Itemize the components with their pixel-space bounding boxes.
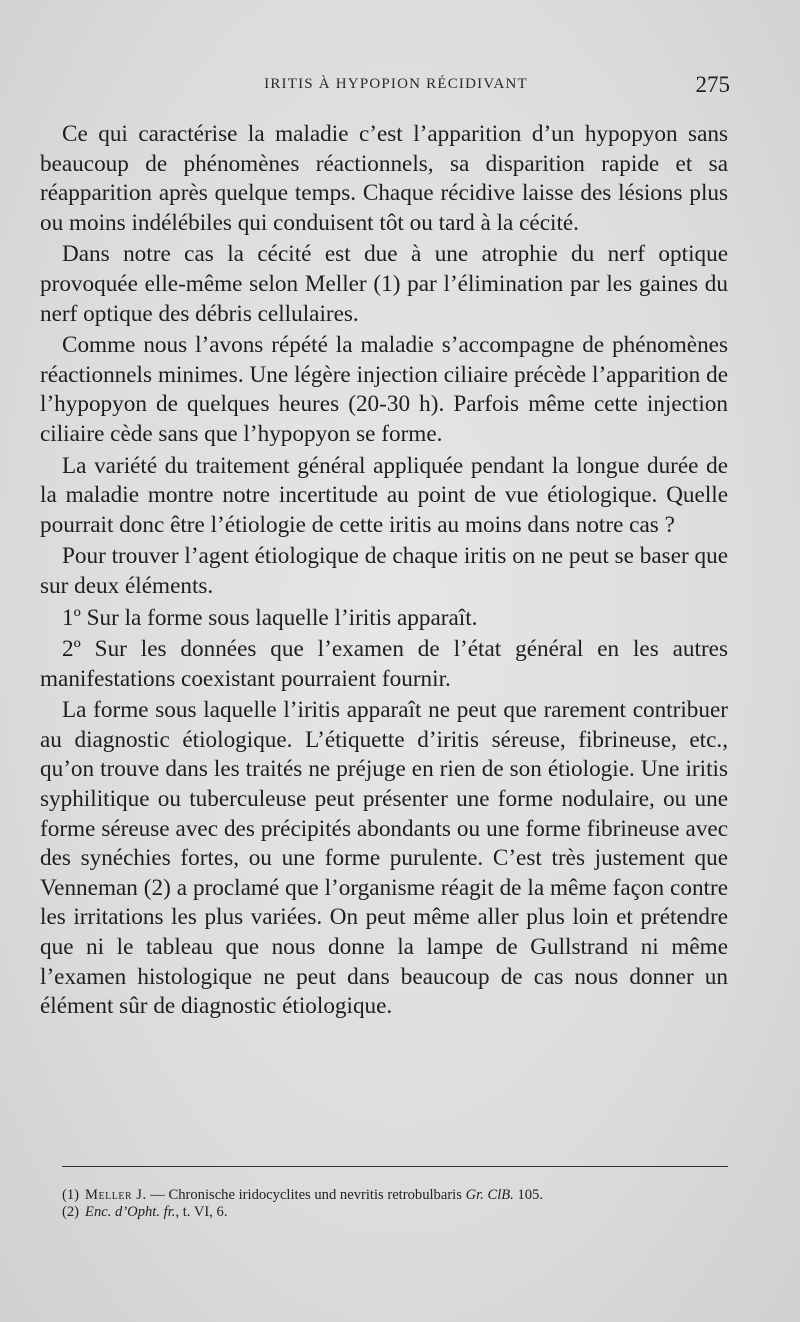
paragraph: Dans notre cas la cécité est due à une atrophie du nerf optique provoquée elle-même selon Meller (1) par l’élimination par les gaines du nerf optique des débris cellulaires.	[40, 241, 728, 327]
footnote-tail: , t. VI, 6.	[175, 1204, 228, 1220]
body-text	[40, 120, 728, 1024]
footnote-source: Enc. d’Opht. fr.	[85, 1204, 176, 1220]
footnote	[62, 1204, 728, 1221]
footnote-number: (1)	[62, 1187, 80, 1203]
paragraph: La variété du traitement général appliquée pendant la longue durée de la maladie montre notre incertitude au point de vue étiologique. Quelle pourrait donc être l’étiologie de cette iritis au moins dans notre cas ?	[40, 452, 728, 538]
paragraph: Ce qui caractérise la maladie c’est l’apparition d’un hypopyon sans beaucoup de phénomènes réactionnels, sa disparition rapide et sa réapparition après quelque temps. Chaque récidive laisse des lésions plus ou moins indélébiles qui conduisent tôt ou tard à la cécité.	[40, 121, 728, 236]
paragraph: Comme nous l’avons répété la maladie s’accompagne de phénomènes réactionnels minimes. Une légère injection ciliaire précède l’apparition de l’hypopyon de quelques heures (20-30 h). Parfois même cette injection ciliaire cède sans que l’hypopyon se forme.	[40, 332, 728, 447]
footnote-source: Gr. ClB.	[465, 1187, 514, 1203]
paragraph: La forme sous laquelle l’iritis apparaît ne peut que rarement contribuer au diagnostic étiologique. L’étiquette d’iritis séreuse, fibrineuse, etc., qu’on trouve dans les traités ne préjuge en rien de son étiologie. Une iritis syphilitique ou tuberculeuse peut présenter une forme nodulaire, ou une forme séreuse avec des précipités abondants ou une forme fibrineuse avec des synéchies fortes, ou une forme purulente. C’est très justement que Venneman (2) a proclamé que l’organisme réagit de la même façon contre les irritations les plus variées. On peut même aller plus loin et prétendre que ni le tableau que nous donne la lampe de Gullstrand ni même l’examen histologique ne peut dans beaucoup de cas nous donner un élément sûr de diagnostic étiologique.	[40, 697, 728, 1020]
footnote-tail: 105.	[513, 1187, 543, 1203]
footnote-author: Meller J.	[85, 1187, 147, 1203]
paragraph: Pour trouver l’agent étiologique de chaque iritis on ne peut se baser que sur deux éléments.	[40, 543, 728, 599]
footnote-text: — Chronische iridocyclites und nevritis retrobulbaris	[146, 1187, 466, 1203]
footnote	[62, 1187, 728, 1204]
page-number: 275	[695, 72, 730, 97]
running-title: IRITIS À HYPOPION RÉCIDIVANT	[264, 76, 528, 92]
footnote-number: (2)	[62, 1204, 80, 1220]
paragraph: 2º Sur les données que l’examen de l’état général en les autres manifestations coexistant pourraient fournir.	[40, 636, 728, 692]
page-header	[62, 72, 730, 104]
paragraph: 1º Sur la forme sous laquelle l’iritis apparaît.	[62, 604, 478, 631]
footnotes	[62, 1166, 728, 1221]
